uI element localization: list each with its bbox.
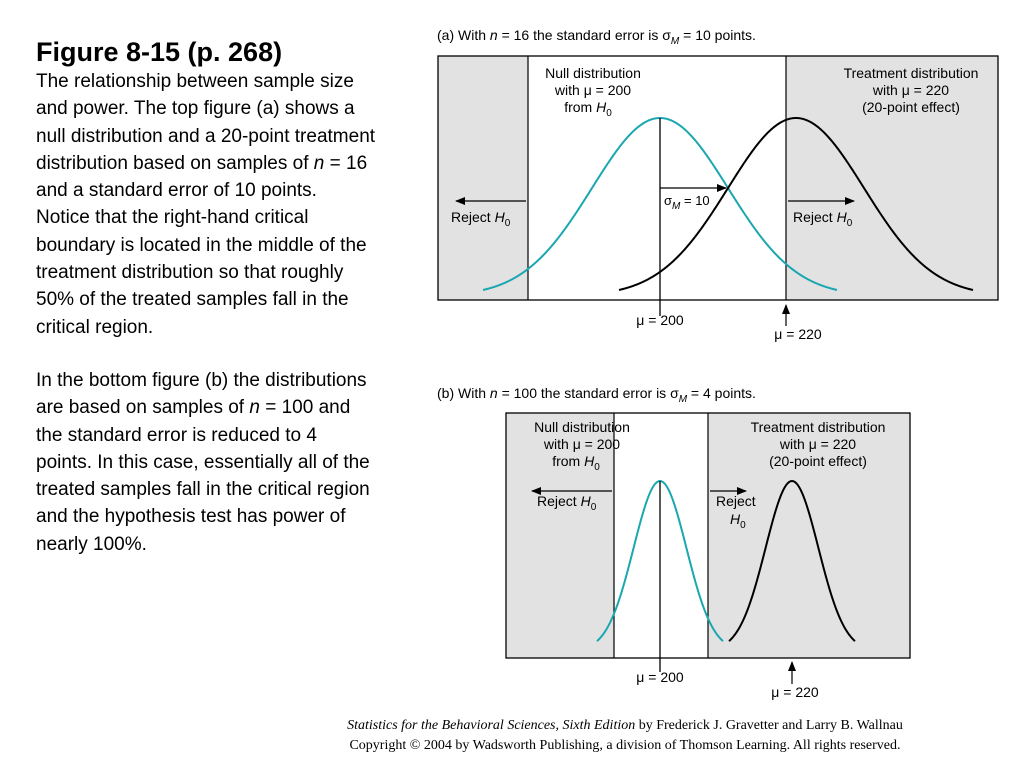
- panel-a-treatment-mean-label: μ = 220: [774, 326, 822, 342]
- panel-b-null-label: Null distribution with μ = 200 from $H_0$: [534, 419, 630, 473]
- panel-a-reject-right-label: Reject $H_0$: [793, 209, 853, 229]
- desc2-text-2: = 100 and the standard error is reduced to 4 points. In this case, essentially all of the treated samples fall in the critical region and the hypothesis test has power of nearly 100%.: [36, 397, 370, 555]
- desc1-text-1: The relationship between sample size and power. The top figure (a) shows a null distribution and a 20-point treatment distribution based on samples of: [36, 71, 376, 174]
- footer-authors: by Frederick J. Gravetter and Larry B. Wallnau: [635, 718, 903, 733]
- panel-a-reject-left-label: Reject $H_0$: [451, 209, 511, 229]
- footer-citation: [280, 716, 970, 756]
- panel-a-treatment-label: Treatment distribution with μ = 220 (20-point effect): [843, 65, 979, 115]
- panel-b-caption: (b) With n = 100 the standard error is $\sigma_M = 4$ points.: [437, 385, 756, 405]
- desc1-n: n: [313, 152, 325, 174]
- desc2-n: n: [249, 397, 260, 419]
- desc2-text-1: In the bottom figure (b) the distributions are based on samples of: [36, 369, 367, 419]
- panel-a-null-mean-label: μ = 200: [636, 312, 684, 328]
- panel-a-null-label: Null distribution with μ = 200 from $H_0$: [545, 65, 641, 119]
- footer-copyright: Copyright © 2004 by Wadsworth Publishing, a division of Thomson Learning. All rights reserved.: [349, 738, 901, 753]
- panel-a-sigma-label: $\sigma_M = 10$: [664, 193, 710, 212]
- figure-title: Figure 8-15 (p. 268): [36, 37, 283, 67]
- panel-b-treatment-mean-label: μ = 220: [771, 684, 819, 700]
- panel-b: [437, 385, 910, 700]
- footer-book-title: Statistics for the Behavioral Sciences, Sixth Edition: [347, 718, 636, 733]
- panel-a-caption: (a) With n = 16 the standard error is $\sigma_M = 10$ points.: [437, 27, 756, 47]
- panel-a: [437, 27, 998, 342]
- panel-b-reject-right-label: Reject $H_0$: [716, 493, 756, 531]
- panel-b-null-mean-label: μ = 200: [636, 669, 684, 685]
- panel-b-treatment-label: Treatment distribution with μ = 220 (20-point effect): [750, 419, 886, 469]
- desc1-text-2: = 16 and a standard error of 10 points. Notice that the right-hand critical boundary is located in the middle of the treatment distribution so that roughly 50% of the treated samples fall in the critical region.: [36, 152, 368, 338]
- panel-a-critical-region-left: [438, 56, 528, 300]
- footer-line-1: [280, 716, 970, 736]
- panel-b-reject-left-label: Reject $H_0$: [537, 493, 597, 513]
